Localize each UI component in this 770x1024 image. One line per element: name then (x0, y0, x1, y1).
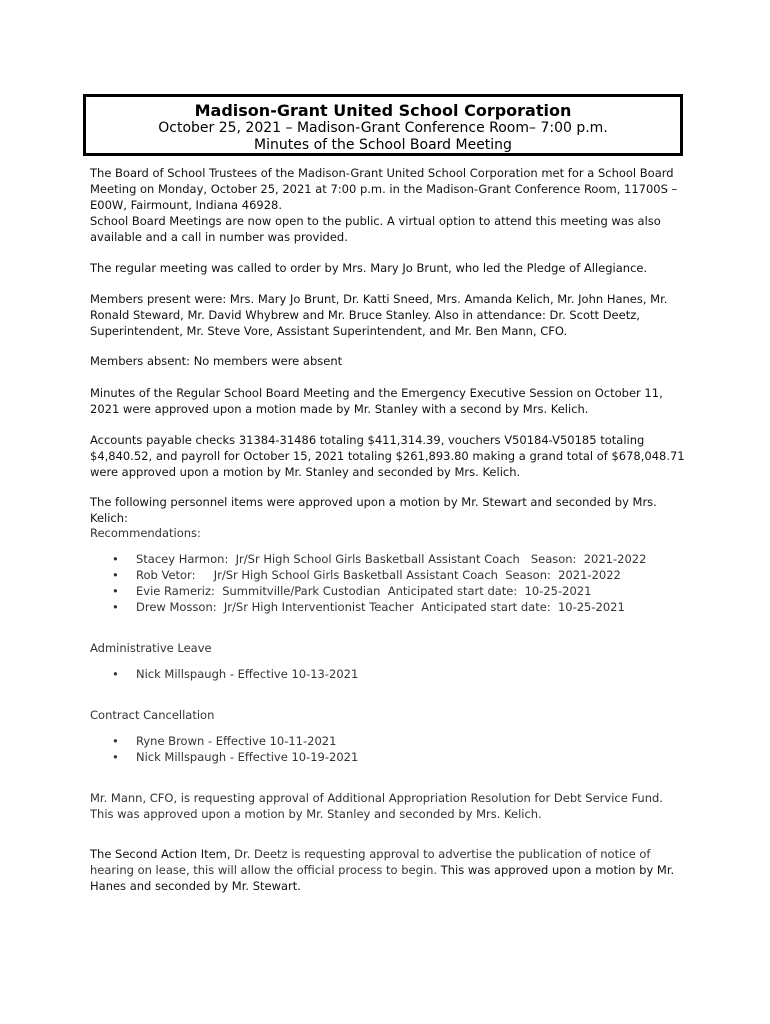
second-action-description: Dr. Deetz is requesting approval to advertise the publication of notice of hearing on lease, this will allow the official process to begin. (90, 847, 651, 877)
administrative-leave-list (112, 666, 672, 682)
intro-block (90, 165, 690, 245)
document-title: Madison-Grant United School Corporation (194, 101, 572, 120)
meeting-type: Minutes of the School Board Meeting (254, 137, 512, 153)
administrative-leave-heading: Administrative Leave (90, 641, 212, 655)
call-to-order-paragraph: The regular meeting was called to order by Mrs. Mary Jo Brunt, who led the Pledge of Allegiance. (90, 261, 648, 275)
list-item: • Evie Rameriz: Summitville/Park Custodian Anticipated start date: 10-25-2021 (112, 583, 672, 599)
intro-paragraph: The Board of School Trustees of the Madison-Grant United School Corporation met for a School Board Meeting on Monday, October 25, 2021 at 7:00 p.m. in the Madison-Grant Conference Room, 11700S – E00W, Fairmount, Indiana 46928. (90, 166, 678, 212)
accounts-payable-paragraph: Accounts payable checks 31384-31486 totaling $411,314.39, vouchers V50184-V50185 totaling $4,840.52, and payroll for October 15, 2021 totaling $261,893.80 making a grand total of $678,048.71 were approved upon a motion by Mr. Stanley and seconded by Mrs. Kelich. (90, 433, 685, 479)
personnel-paragraph: The following personnel items were approved upon a motion by Mr. Stewart and seconded by Mrs. Kelich: (90, 495, 657, 525)
list-item: • Nick Millspaugh - Effective 10-13-2021 (112, 666, 672, 682)
second-action-approval: This was approved upon a motion by Mr. Hanes and seconded by Mr. Stewart. (90, 863, 675, 893)
header-box (83, 94, 683, 156)
debt-service-paragraph: Mr. Mann, CFO, is requesting approval of Additional Appropriation Resolution for Debt Service Fund. This was approved upon a motion by Mr. Stanley and seconded by Mrs. Kelich. (90, 791, 663, 821)
list-item: • Stacey Harmon: Jr/Sr High School Girls Basketball Assistant Coach Season: 2021-2022 (112, 551, 672, 567)
members-present-paragraph: Members present were: Mrs. Mary Jo Brunt, Dr. Katti Sneed, Mrs. Amanda Kelich, Mr. John Hanes, Mr. Ronald Steward, Mr. David Whybrew and Mr. Bruce Stanley. Also in attendance: Dr. Scott Deetz, Superintendent, Mr. Steve Vore, Assistant Superintendent, and Mr. Ben Mann, CFO. (90, 292, 668, 338)
list-item: • Ryne Brown - Effective 10-11-2021 (112, 733, 672, 749)
second-action-paragraph (90, 846, 690, 894)
list-item: • Nick Millspaugh - Effective 10-19-2021 (112, 749, 672, 765)
minutes-approval-paragraph: Minutes of the Regular School Board Meeting and the Emergency Executive Session on October 11, 2021 were approved upon a motion made by Mr. Stanley with a second by Mrs. Kelich. (90, 386, 663, 416)
contract-cancellation-list (112, 733, 672, 765)
public-access-paragraph: School Board Meetings are now open to the public. A virtual option to attend this meeting was also available and a call in number was provided. (90, 214, 661, 244)
members-absent-paragraph: Members absent: No members were absent (90, 354, 343, 368)
meeting-date-location: October 25, 2021 – Madison-Grant Conference Room– 7:00 p.m. (158, 120, 608, 136)
recommendations-list (112, 551, 672, 615)
contract-cancellation-heading: Contract Cancellation (90, 708, 215, 722)
list-item: • Drew Mosson: Jr/Sr High Interventionist Teacher Anticipated start date: 10-25-2021 (112, 599, 672, 615)
recommendations-heading: Recommendations: (90, 526, 201, 540)
second-action-lead: The Second Action Item, (90, 847, 231, 861)
list-item: • Rob Vetor: Jr/Sr High School Girls Basketball Assistant Coach Season: 2021-2022 (112, 567, 672, 583)
